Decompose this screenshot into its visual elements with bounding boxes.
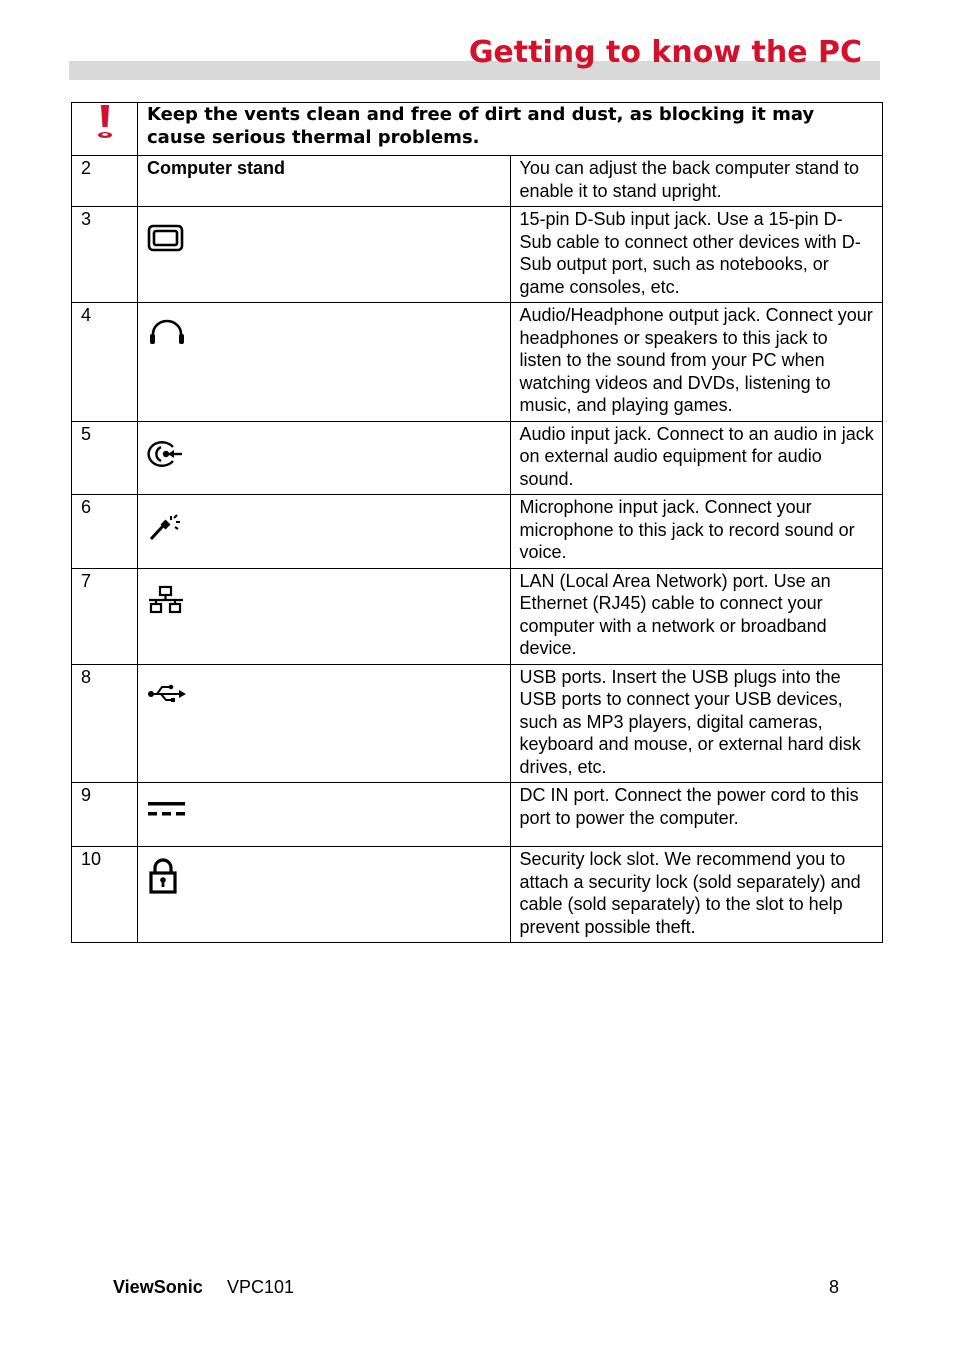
row-description: Security lock slot. We recommend you to attach a security lock (sold separately) and cable (sold separately) to the slot to help prevent possible theft. bbox=[510, 847, 883, 943]
warning-row bbox=[72, 103, 883, 156]
row-description: Audio input jack. Connect to an audio in jack on external audio equipment for audio sound. bbox=[510, 421, 883, 495]
table-row bbox=[72, 156, 883, 207]
table-row bbox=[72, 421, 883, 495]
table-row bbox=[72, 783, 883, 847]
row-number: 10 bbox=[72, 847, 138, 943]
row-icon-cell bbox=[138, 303, 511, 422]
footer-brand: ViewSonic bbox=[113, 1277, 203, 1297]
row-description: 15-pin D-Sub input jack. Use a 15-pin D-Sub cable to connect other devices with D-Sub output port, such as notebooks, or game consoles, etc. bbox=[510, 207, 883, 303]
vga-port-icon bbox=[147, 224, 185, 252]
row-description: Microphone input jack. Connect your microphone to this jack to record sound or voice. bbox=[510, 495, 883, 569]
warning-icon-cell bbox=[72, 103, 138, 156]
page-title: Getting to know the PC bbox=[468, 35, 862, 70]
row-number: 5 bbox=[72, 421, 138, 495]
row-number: 6 bbox=[72, 495, 138, 569]
row-icon-cell bbox=[138, 783, 511, 847]
page-number: 8 bbox=[829, 1277, 840, 1297]
row-description: DC IN port. Connect the power cord to this port to power the computer. bbox=[510, 783, 883, 847]
warning-text: Keep the vents clean and free of dirt and dust, as blocking it may cause serious thermal problems. bbox=[138, 103, 883, 156]
row-description: Audio/Headphone output jack. Connect your headphones or speakers to this jack to listen to the sound from your PC when watching videos and DVDs, listening to music, and playing games. bbox=[510, 303, 883, 422]
row-name: Computer stand bbox=[138, 156, 511, 207]
table-row bbox=[72, 495, 883, 569]
lan-port-icon bbox=[147, 585, 185, 615]
row-number: 9 bbox=[72, 783, 138, 847]
headphone-icon bbox=[147, 318, 187, 346]
table-row bbox=[72, 847, 883, 943]
row-number: 7 bbox=[72, 568, 138, 664]
audio-in-icon bbox=[147, 439, 187, 469]
row-icon-cell bbox=[138, 664, 511, 783]
usb-icon bbox=[147, 683, 187, 703]
row-icon-cell bbox=[138, 495, 511, 569]
row-icon-cell bbox=[138, 847, 511, 943]
row-icon-cell bbox=[138, 207, 511, 303]
exclamation-icon bbox=[95, 104, 115, 140]
table-row bbox=[72, 664, 883, 783]
row-number: 3 bbox=[72, 207, 138, 303]
row-icon-cell bbox=[138, 421, 511, 495]
row-description: USB ports. Insert the USB plugs into the USB ports to connect your USB devices, such as MP3 players, digital cameras, keyboard and mouse, or external hard disk drives, etc. bbox=[510, 664, 883, 783]
row-number: 4 bbox=[72, 303, 138, 422]
table-row bbox=[72, 568, 883, 664]
row-number: 2 bbox=[72, 156, 138, 207]
row-number: 8 bbox=[72, 664, 138, 783]
row-description: You can adjust the back computer stand to enable it to stand upright. bbox=[510, 156, 883, 207]
ports-table bbox=[71, 102, 883, 943]
table-row bbox=[72, 303, 883, 422]
dc-in-icon bbox=[147, 800, 187, 820]
row-icon-cell bbox=[138, 568, 511, 664]
microphone-icon bbox=[147, 512, 183, 542]
row-description: LAN (Local Area Network) port. Use an Ethernet (RJ45) cable to connect your computer with a network or broadband device. bbox=[510, 568, 883, 664]
table-row bbox=[72, 207, 883, 303]
footer-model: VPC101 bbox=[227, 1277, 295, 1297]
security-lock-icon bbox=[147, 858, 179, 894]
